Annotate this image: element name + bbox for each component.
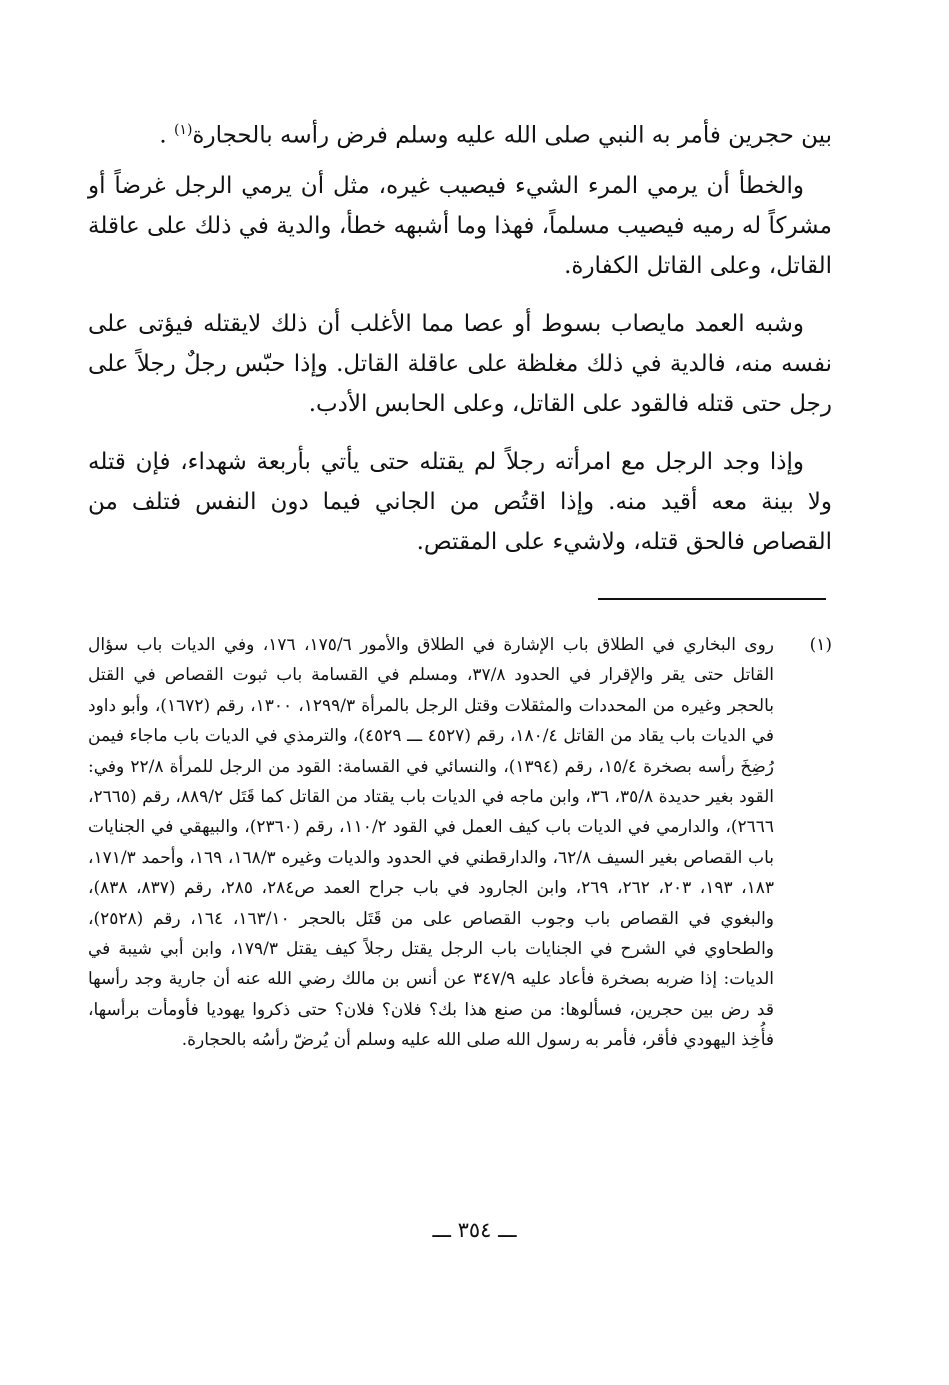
page-number: ـــ ٣٥٤ ـــ: [432, 1218, 517, 1242]
paragraph-text: والخطأ أن يرمي المرء الشيء فيصيب غيره، مثل أن يرمي الرجل غرضاً أو مشركاً له رميه فيصيب مسلماً، فهذا وما أشبهه خطأ، والدية في ذلك على عاقلة القاتل، وعلى القاتل الكفارة.: [88, 173, 832, 279]
footnote-number: (١): [809, 635, 832, 655]
footnote-separator: [598, 598, 826, 600]
opening-line: [88, 110, 832, 156]
footnote: [88, 630, 832, 1056]
paragraph-semi-intentional: [88, 304, 832, 424]
paragraph-text: وإذا وجد الرجل مع امرأته رجلاً لم يقتله حتى يأتي بأربعة شهداء، فإن قتله ولا بينة معه أقيد منه. وإذا اقتُص من الجاني فيما دون النفس فتلف من القصاص فالحق قتله، ولاشيء على المقتص.: [88, 449, 832, 555]
opening-end: .: [159, 122, 174, 149]
footnote-reference: (١): [173, 122, 193, 138]
footnote-text: روى البخاري في الطلاق باب الإشارة في الطلاق والأمور ١٧٥/٦، ١٧٦، وفي الديات باب سؤال القاتل حتى يقر والإقرار في الحدود ٣٧/٨، ومسلم في القسامة باب ثبوت القصاص في القتل بالحجر وغيره من المحددات والمثقلات وقتل الرجل بالمرأة ١٢٩٩/٣، ١٣٠٠، رقم (١٦٧٢)، وأبو داود في الديات باب يقاد من القاتل ١٨٠/٤، رقم (٤٥٢٧ ـــ ٤٥٢٩)، والترمذي في الديات باب ماجاء فيمن رُضِخَ رأسه بصخرة ١٥/٤، رقم (١٣٩٤)، والنسائي في القسامة: القود من الرجل للمرأة ٢٢/٨ وفي: القود بغير حديدة ٣٥/٨، ٣٦، وابن ماجه في الديات باب يقتاد من القاتل كما قَتَل ٨٨٩/٢، رقم (٢٦٦٥، ٢٦٦٦)، والدارمي في الديات باب كيف العمل في القود ١١٠/٢، رقم (٢٣٦٠)، والبيهقي في الجنايات باب القصاص بغير السيف ٦٢/٨، والدارقطني في الحدود والديات وغيره ١٦٨/٣، ١٦٩، وأحمد ١٧١/٣، ١٨٣، ١٩٣، ٢٠٣، ٢٦٢، ٢٦٩، وابن الجارود في باب جراح العمد ص٢٨٤، ٢٨٥، رقم (٨٣٧، ٨٣٨)، والبغوي في القصاص باب وجوب القصاص على من قَتَل بالحجر ١٦٣/١٠، ١٦٤، رقم (٢٥٢٨)، والطحاوي في الشرح في الجنايات باب الرجل يقتل رجلاً كيف يقتل ١٧٩/٣، وابن أبي شيبة في الديات: إذا ضربه بصخرة فأعاد عليه ٣٤٧/٩ عن أنس بن مالك رضي الله عنه أن جارية وجد رأسها قد رض بين حجرين، فسألوها: من صنع هذا بك؟ فلان؟ فلان؟ حتى ذكروا يهوديا فأومأت برأسها، فأُخِذ اليهودي فأقر، فأمر به رسول الله صلى الله عليه وسلم أن يُرضّ رأسُه بالحجارة.: [88, 635, 775, 1051]
paragraph-adultery: [88, 442, 832, 562]
opening-text: بين حجرين فأمر به النبي صلى الله عليه وسلم فرض رأسه بالحجارة: [192, 122, 832, 149]
paragraph-mistake: [88, 166, 832, 286]
paragraph-text: وشبه العمد مايصاب بسوط أو عصا مما الأغلب أن ذلك لايقتله فيؤتى على نفسه منه، فالدية في ذلك مغلظة على عاقلة القاتل. وإذا حبّس رجلٌ رجلاً على رجل حتى قتله فالقود على القاتل، وعلى الحابس الأدب.: [88, 311, 832, 417]
